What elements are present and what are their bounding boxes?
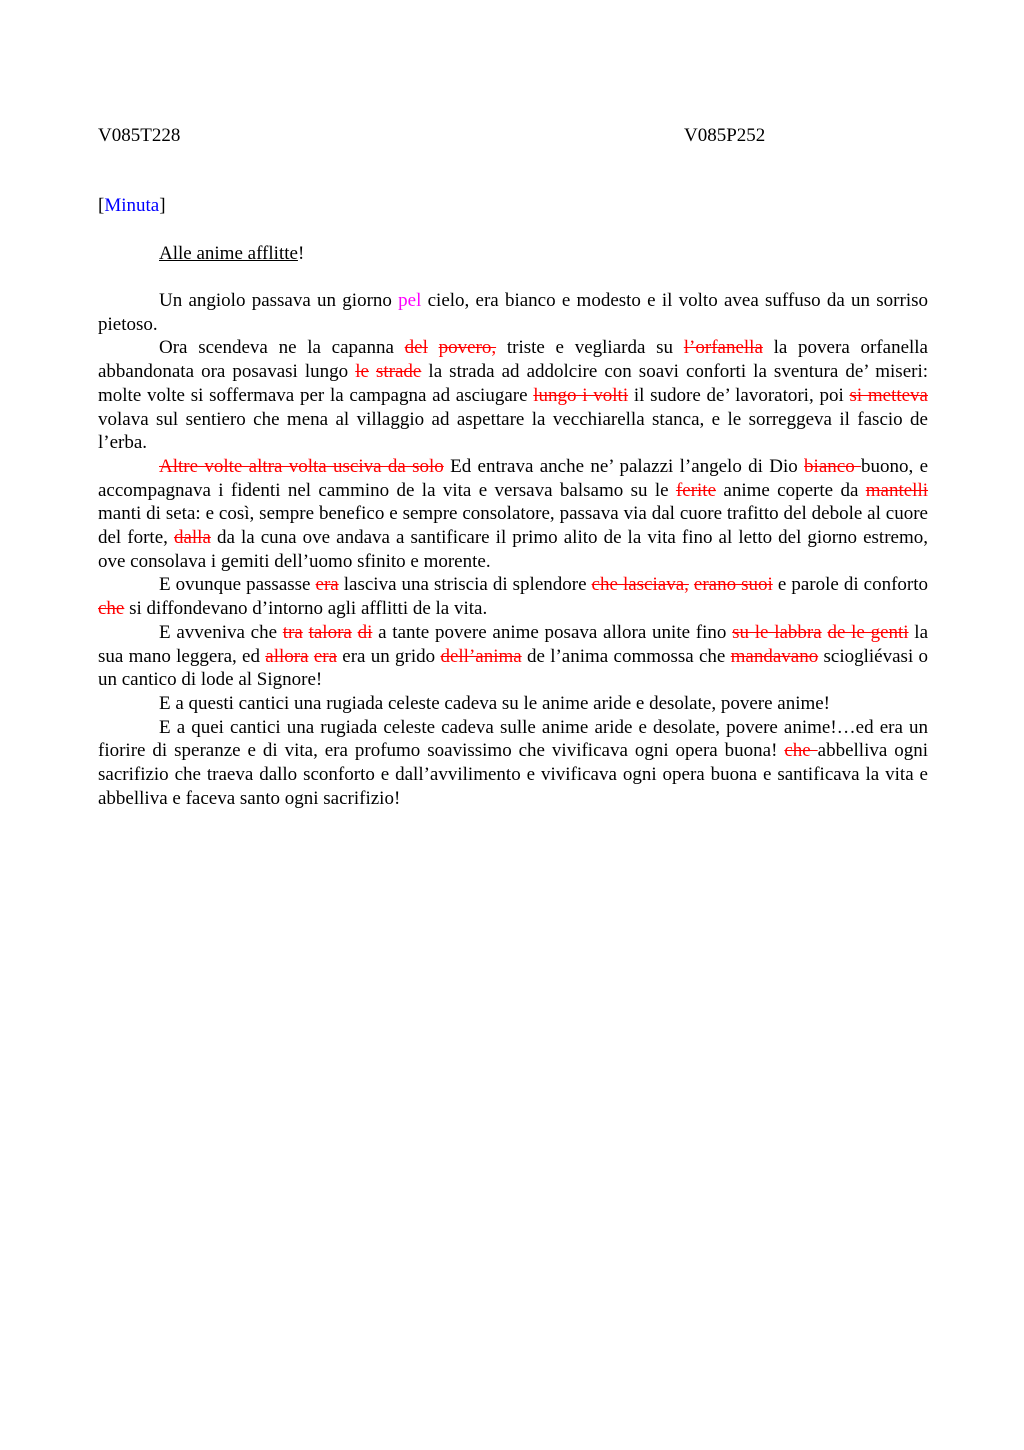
deleted-text: tra xyxy=(282,621,303,643)
bracket-close: ] xyxy=(159,195,166,216)
paragraph xyxy=(98,289,928,336)
text-segment: la sua mano leggera, ed xyxy=(98,621,929,667)
paragraph xyxy=(98,621,928,692)
text-segment: cielo, era bianco e modesto e il volto avea suffuso da un sorriso pietoso. xyxy=(98,290,928,335)
text-segment: da la cuna ove andava a santificare il primo alito de la vita fino al letto del giorno estremo, ove consolava i gemiti dell’uomo sfinito e morente. xyxy=(98,527,928,572)
deleted-text: dell’anima xyxy=(440,645,522,667)
deleted-text: che lasciava, xyxy=(591,574,689,596)
text-segment: triste e vegliarda su xyxy=(496,337,684,359)
text-segment: sciogliévasi o un cantico di lode al Signore! xyxy=(98,645,928,691)
text-segment: manti di seta: e così, sempre benefico e sempre consolatore, passava via dal cuore trafitto del debole al cuore del forte, xyxy=(98,503,928,549)
deleted-text: talora xyxy=(308,621,352,643)
deleted-text: le xyxy=(355,361,369,383)
text-segment: E ovunque passasse xyxy=(159,574,316,596)
paragraph xyxy=(98,716,928,811)
document-identifiers xyxy=(98,124,928,148)
deleted-text: allora xyxy=(265,645,309,667)
deleted-text: povero, xyxy=(438,337,497,359)
text-segment: lasciva una striscia di splendore xyxy=(338,574,592,596)
document-body xyxy=(98,289,928,810)
minuta-annotation xyxy=(98,194,166,218)
deleted-text: ferite xyxy=(675,479,717,501)
inserted-text: pel xyxy=(398,290,422,311)
deleted-text: che xyxy=(98,598,125,620)
bracket-open: [ xyxy=(98,195,105,216)
deleted-text: su le labbra xyxy=(732,621,822,643)
text-segment: volava sul sentiero che mena al villaggio ad aspettare la vecchiarella stanca, e le sorreggeva il fascio de l’erba. xyxy=(98,408,928,454)
text-segment: buono, e accompagnava i fidenti nel cammino de la vita e versava balsamo su le xyxy=(98,455,929,501)
text-segment: anime coperte da xyxy=(716,479,866,501)
text-segment: E a quei cantici una rugiada celeste cadeva sulle anime aride e desolate, povere anime!…ed era un fiorire di speranze e di vita, era profumo soavissimo che vivificava ogni opera buona! xyxy=(98,716,928,762)
text-segment: Ed entrava anche ne’ palazzi l’angelo di Dio xyxy=(443,455,805,477)
deleted-text: l’orfanella xyxy=(683,337,763,359)
paragraph xyxy=(98,336,928,455)
text-segment: de l’anima commossa che xyxy=(521,645,731,667)
deleted-text: de le genti xyxy=(827,621,909,643)
text-segment: era un grido xyxy=(337,645,441,667)
deleted-text: mantelli xyxy=(865,479,929,501)
text-segment: e parole di conforto xyxy=(772,574,928,596)
paragraph xyxy=(98,455,928,574)
text-segment: E a questi cantici una rugiada celeste cadeva su le anime aride e desolate, povere anime! xyxy=(159,692,831,714)
deleted-text: lungo i volti xyxy=(533,384,629,406)
text-segment xyxy=(369,361,376,382)
text-segment: Ora scendeva ne la capanna xyxy=(159,337,405,359)
paragraph xyxy=(98,692,928,716)
page-id: V085P252 xyxy=(684,125,766,146)
text-segment: Un angiolo passava un giorno xyxy=(159,290,399,311)
deleted-text: che xyxy=(784,740,818,762)
deleted-text: erano suoi xyxy=(693,574,773,596)
text-segment: a tante povere anime posava allora unite fino xyxy=(372,621,733,643)
text-segment: abbelliva ogni sacrifizio che traeva dallo sconforto e dall’avvilimento e vivificava ogni opera buona e santificava la vita e abbelliva e faceva santo ogni sacrifizio! xyxy=(98,740,929,809)
text-id: V085T228 xyxy=(98,125,181,146)
text-segment: si diffondevano d’intorno agli afflitti de la vita. xyxy=(124,598,488,620)
deleted-text: strade xyxy=(375,361,422,383)
deleted-text: del xyxy=(404,337,428,359)
text-segment xyxy=(428,337,439,358)
text-segment: la strada ad addolcire con soavi conforti la sventura de’ miseri: molte volte si soffermava per la campagna ad asciugare xyxy=(98,361,929,406)
title-text: Alle anime afflitte xyxy=(159,243,298,264)
deleted-text: mandavano xyxy=(730,645,819,667)
deleted-text: si metteva xyxy=(849,384,928,406)
minuta-label: Minuta xyxy=(104,195,160,216)
document-title xyxy=(159,242,304,266)
deleted-text: bianco xyxy=(804,455,862,477)
deleted-text: di xyxy=(357,621,373,643)
deleted-text: era xyxy=(313,645,338,667)
paragraph xyxy=(98,573,928,620)
text-segment: il sudore de’ lavoratori, poi xyxy=(628,384,850,406)
deleted-text: Altre volte altra volta usciva da solo xyxy=(159,455,444,477)
deleted-text: era xyxy=(315,574,339,596)
text-segment: E avveniva che xyxy=(159,621,283,643)
title-punctuation: ! xyxy=(297,243,305,264)
deleted-text: dalla xyxy=(173,527,211,549)
text-segment: la povera orfanella abbandonata ora posavasi lungo xyxy=(98,337,928,383)
